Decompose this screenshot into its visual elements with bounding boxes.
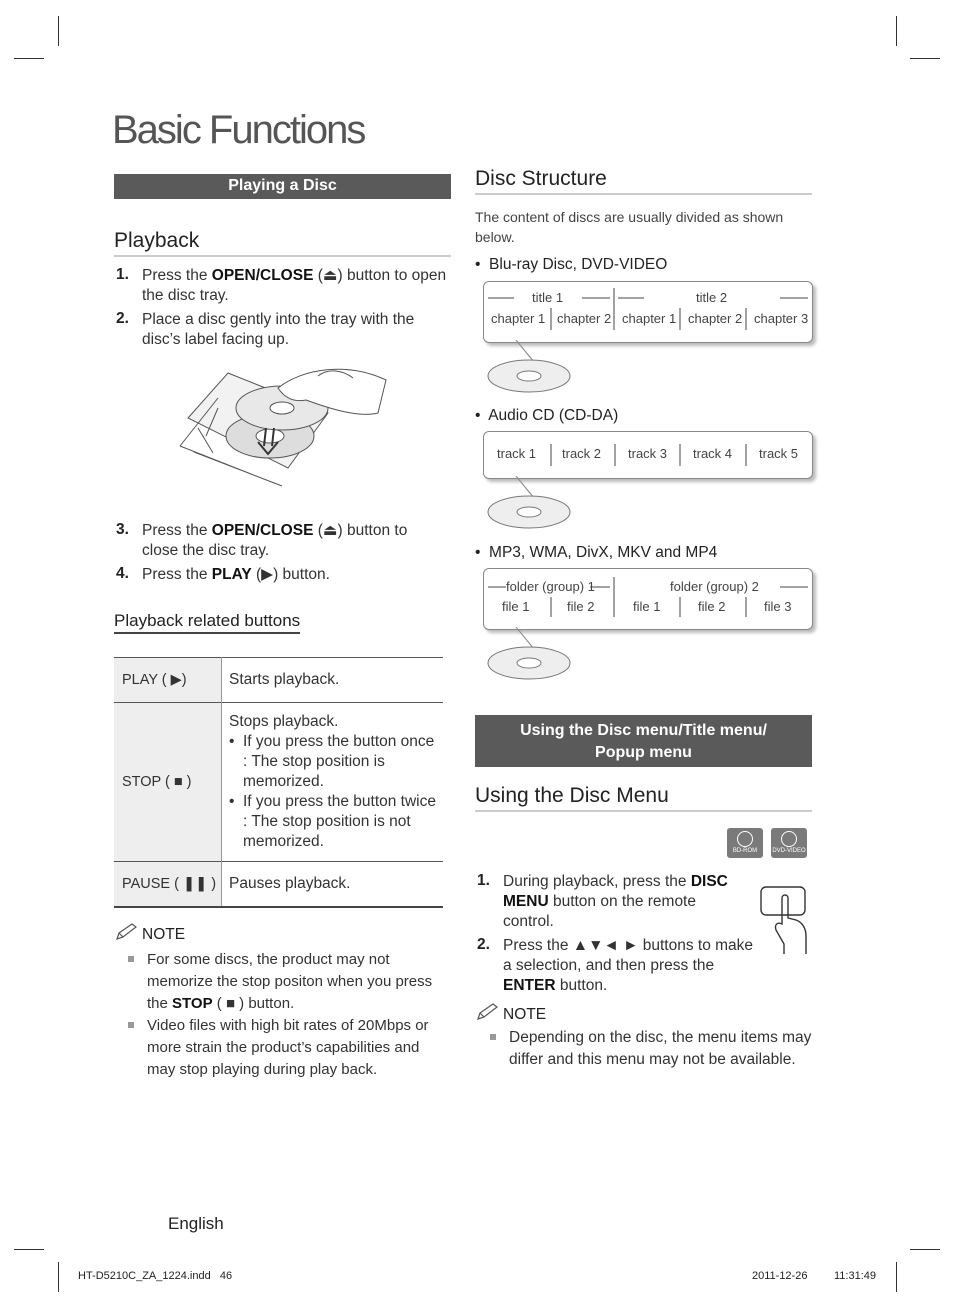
hand-pressing-button-icon	[758, 884, 814, 956]
title-label: title 1	[532, 290, 564, 305]
using-disc-menu-heading: Using the Disc Menu	[475, 784, 812, 812]
note-label: NOTE	[142, 926, 186, 943]
step-2: Place a disc gently into the tray with the disc’s label facing up.	[142, 311, 415, 348]
bluray-structure-diagram	[483, 281, 813, 343]
disc-structure-heading: Disc Structure	[475, 167, 812, 195]
playback-buttons-table	[114, 657, 443, 908]
table-row	[114, 862, 443, 907]
crop-mark	[58, 1262, 59, 1292]
folder-label: folder (group) 1	[506, 579, 595, 594]
audio-cd-structure-diagram	[483, 431, 813, 479]
crop-mark	[910, 1249, 940, 1250]
disc-tray-illustration	[178, 358, 392, 488]
note-bullet	[490, 1034, 496, 1040]
chapter-label: chapter 2	[688, 311, 743, 326]
crop-mark	[14, 1249, 44, 1250]
playback-related-buttons-heading: Playback related buttons	[114, 611, 300, 634]
section-bar-line: Popup menu	[595, 744, 692, 761]
chapter-label: chapter 3	[754, 311, 809, 326]
note-pencil-icon	[476, 1002, 500, 1022]
chapter-label: chapter 1	[622, 311, 677, 326]
disc-icon	[486, 340, 572, 394]
bd-rom-badge-icon: BD-ROM	[727, 828, 763, 858]
track-label: track 4	[693, 446, 733, 461]
bullet-audio-cd: • Audio CD (CD-DA)	[475, 407, 619, 424]
disc-menu-note: Depending on the disc, the menu items may differ and this menu may not be available.	[509, 1029, 812, 1068]
crop-mark	[58, 16, 59, 46]
step-number: 1.	[116, 266, 129, 283]
page-title: Basic Functions	[112, 108, 365, 152]
section-bar-disc-menu	[475, 715, 812, 767]
crop-mark	[14, 58, 44, 59]
title-label: title 2	[696, 290, 728, 305]
step-number: 2.	[116, 310, 129, 327]
note-item-2: Video files with high bit rates of 20Mbps or more strain the product’s capabilities and may stop playing during play back.	[147, 1017, 429, 1078]
table-value-text: Stops playback.	[229, 713, 339, 730]
table-value	[222, 703, 444, 862]
crop-mark	[910, 58, 940, 59]
track-label: track 2	[562, 446, 602, 461]
step-3: Press the OPEN/CLOSE (⏏) button to close the disc tray.	[142, 522, 408, 559]
dvd-video-badge-icon: DVD-VIDEO	[771, 828, 807, 858]
footer-date: 2011-12-26	[752, 1270, 808, 1282]
folder-label: folder (group) 2	[670, 579, 759, 594]
table-bullet: • If you press the button twice : The stop position is not memorized.	[229, 793, 436, 850]
file-label: file 1	[502, 599, 530, 614]
step-number: 1.	[477, 872, 490, 889]
footer-language: English	[168, 1214, 224, 1233]
table-value: Starts playback.	[229, 671, 340, 688]
file-label: file 3	[764, 599, 792, 614]
file-label: file 2	[698, 599, 726, 614]
mp3-structure-diagram	[483, 568, 813, 630]
track-label: track 3	[628, 446, 668, 461]
step-number: 3.	[116, 521, 129, 538]
file-label: file 2	[567, 599, 595, 614]
table-key: PLAY ( ▶)	[114, 658, 222, 703]
crop-mark	[896, 16, 897, 46]
section-bar-playing-a-disc: Playing a Disc	[114, 174, 451, 199]
chapter-label: chapter 2	[557, 311, 612, 326]
note-bullet	[128, 956, 134, 962]
disc-icon	[486, 476, 572, 530]
step-number: 2.	[477, 936, 490, 953]
track-label: track 5	[759, 446, 799, 461]
disc-menu-step-1: During playback, press the DISC MENU button on the remote control.	[503, 873, 728, 930]
table-row	[114, 658, 443, 703]
table-bullet: • If you press the button once : The stop position is memorized.	[229, 733, 435, 790]
step-4: Press the PLAY (▶) button.	[142, 566, 330, 583]
note-bullet	[128, 1022, 134, 1028]
division-arrows	[484, 282, 812, 342]
table-key: PAUSE ( ❚❚ )	[114, 862, 222, 907]
track-label: track 1	[497, 446, 537, 461]
step-1: Press the OPEN/CLOSE (⏏) button to open the disc tray.	[142, 267, 447, 304]
division-arrows	[484, 432, 812, 478]
bullet-bluray: • Blu-ray Disc, DVD-VIDEO	[475, 256, 668, 273]
footer-file: HT-D5210C_ZA_1224.indd 46	[78, 1270, 233, 1282]
note-item-1: For some discs, the product may not memorize the stop positon when you press the STOP ( ■ ) button.	[147, 951, 433, 1012]
file-label: file 1	[633, 599, 661, 614]
section-bar-line: Using the Disc menu/Title menu/	[520, 722, 767, 739]
bullet-mp3: • MP3, WMA, DivX, MKV and MP4	[475, 544, 718, 561]
note-label: NOTE	[503, 1006, 547, 1023]
disc-menu-step-2: Press the ▲▼◄ ► buttons to make a selection, and then press the ENTER button.	[503, 937, 754, 994]
crop-mark	[896, 1262, 897, 1292]
disc-icon	[486, 627, 572, 681]
note-pencil-icon	[115, 922, 139, 942]
division-arrows	[484, 569, 812, 629]
chapter-label: chapter 1	[491, 311, 546, 326]
table-row	[114, 703, 443, 862]
disc-structure-intro: The content of discs are usually divided as shown below.	[475, 209, 784, 245]
footer-time: 11:31:49	[834, 1270, 877, 1282]
table-key: STOP ( ■ )	[114, 703, 222, 862]
table-value: Pauses playback.	[229, 874, 351, 892]
step-number: 4.	[116, 565, 129, 582]
playback-heading: Playback	[114, 229, 451, 257]
